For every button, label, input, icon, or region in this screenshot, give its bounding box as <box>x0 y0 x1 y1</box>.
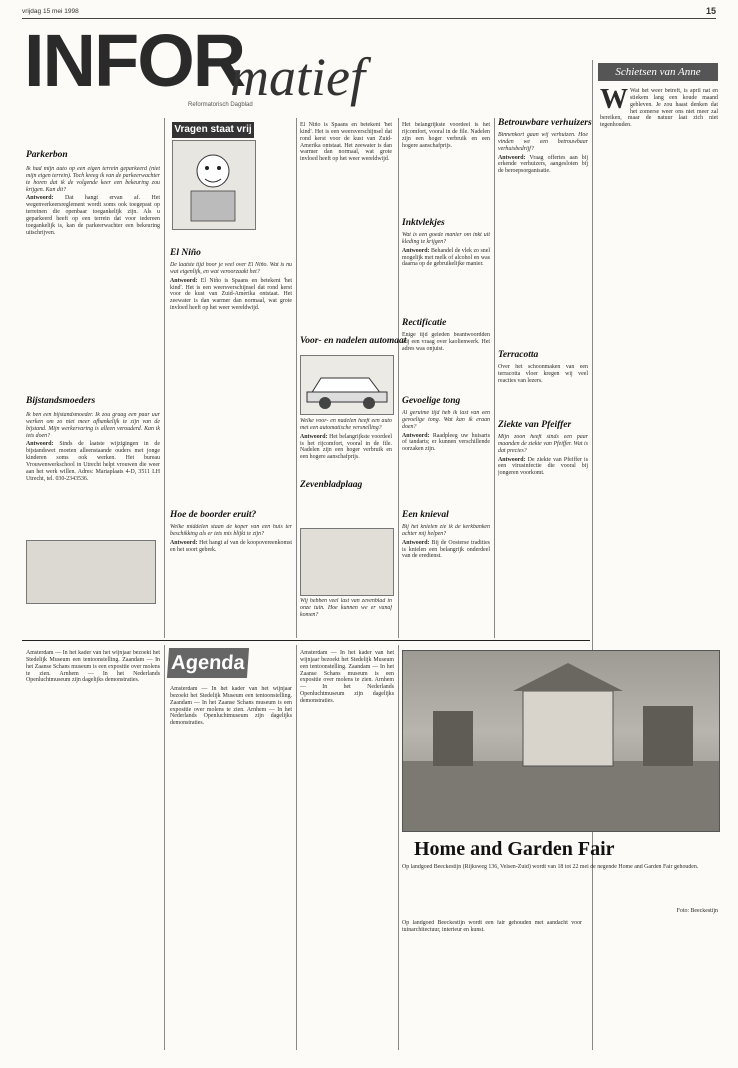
article-voor-nadelen <box>300 418 392 474</box>
article-knieval <box>402 524 490 634</box>
question-text: Welke middelen staan de koper van een huis ter beschikking als er iets mis blijkt te zijn? <box>170 524 292 537</box>
dropcap: W <box>600 88 628 115</box>
question-text: Welke voor- en nadelen heeft een auto met een automatische versnelling? <box>300 418 392 431</box>
answer-body: Dat hangt ervan af. Het wegenverkeersreglement wordt soms ook toegepast op terreinen die openbaar toegankelijk zijn. Als u geparkeerd heeft op een terrein dat voor iedereen toegankelijk is, kan de parkeerwachter een bekeuring uitschrijven. <box>26 195 160 236</box>
masthead-subtitle: matief <box>230 47 365 107</box>
heading-voor-nadelen: Voor- en nadelen automaat <box>300 336 407 346</box>
answer-label: Antwoord: <box>498 154 526 161</box>
heading-pfeiffer: Ziekte van Pfeiffer <box>498 420 572 430</box>
question-text: Bij het knielen zie ik de kerkbanken achter mij helpen? <box>402 524 490 537</box>
article-zevenblad <box>300 598 392 636</box>
answer-body: Vraag offertes aan bij erkende verhuizers, aangesloten bij de beroepsorganisatie. <box>498 154 588 175</box>
car-icon <box>301 356 393 414</box>
answer-body: Behandel de vlek zo snel mogelijk met melk of alcohol en was daarna op de gebruikelijke manier. <box>402 247 490 268</box>
answer-text <box>170 278 292 312</box>
masthead-tagline: Reformatorisch Dagblad <box>188 102 253 108</box>
column-divider <box>398 118 399 638</box>
article-parkerbon <box>26 166 160 291</box>
answer-text <box>498 457 588 478</box>
column-divider <box>398 645 399 1050</box>
question-text: Binnenkort gaan wij verhuizen. Hoe vinden we een betrouwbaar verhuisbedrijf? <box>498 132 588 152</box>
answer-label: Antwoord: <box>26 441 54 448</box>
article-schietsen <box>600 88 718 1048</box>
article-pfeiffer <box>498 434 588 634</box>
answer-body: Raadpleeg uw huisarts of tandarts; er kunnen verschillende oorzaken zijn. <box>402 432 490 453</box>
article-body: Op landgoed Beeckestijn (Rijksweg 136, Velsen-Zuid) wordt van 18 tot 22 mei de negende Home and Garden Fair gehouden. <box>402 864 699 870</box>
agenda-column-two <box>170 686 292 1048</box>
article-body: Over het schoonmaken van een terracotta vloer kregen wij veel reacties van lezers. <box>498 364 588 384</box>
car-illustration <box>300 355 394 415</box>
garden-photo <box>402 650 720 832</box>
heading-knieval: Een knieval <box>402 510 449 520</box>
section-divider <box>22 640 590 641</box>
article-right-bottom <box>402 920 582 1048</box>
issue-date: vrijdag 15 mei 1998 <box>22 8 79 15</box>
agenda-body: Amsterdam — In het kader van het wijnjaar bezoekt het Stedelijk Museum een tentoonstelling. Zaandam — In het Zaanse Schans museum is een expositie over molens te zien. Arnhem — In het Nederlands Openluchtmuseum zijn dagelijks demonstraties. <box>26 650 160 684</box>
answer-label: Antwoord: <box>170 539 198 546</box>
heading-inktvlekjes: Inktvlekjes <box>402 218 445 228</box>
answer-label: Antwoord: <box>300 433 328 440</box>
column-divider <box>296 645 297 1050</box>
answer-text <box>498 155 588 176</box>
article-rectificatie <box>402 332 490 392</box>
answer-body: Het belangrijkste voordeel is het rijcomfort, vooral in de file. Nadelen zijn een hoger verbruik en een hogere aanschafprijs. <box>300 433 392 461</box>
article-body: Enige tijd geleden beantwoordden wij een vraag over kaolienwerk. Het adres was onjuist. <box>402 332 490 352</box>
article-bijstandsmoeders <box>26 412 160 537</box>
answer-text <box>402 433 490 454</box>
question-text: Ik ben een bijstandsmoeder. Ik zou graag een paar uur werken om zo niet meer afhankelijk te zijn van de bijstand. Mijn werkervaring is alleen verouderd. Kan ik iets doen? <box>26 412 160 439</box>
column-header-schietsen: Schietsen van Anne <box>598 63 718 81</box>
article-home-garden <box>402 864 718 904</box>
article-body: El Niño is Spaans en betekent 'het kind'. Het is een weersverschijnsel dat rond kerst voor de kust van Zuid-Amerika ontstaat. Het zeewater is dan warmer dan normaal, wat grote invloed heeft op het weer wereldwijd. <box>300 122 392 163</box>
vragen-staat-vrij-title: Vragen staat vrij <box>172 122 254 138</box>
question-text: Wij hebben veel last van zevenblad in onze tuin. Hoe kunnen we er vanaf komen? <box>300 598 392 618</box>
agenda-body: Amsterdam — In het kader van het wijnjaar bezoekt het Stedelijk Museum een tentoonstelling. Zaandam — In het Zaanse Schans museum is een expositie over molens te zien. Arnhem — In het Nederlands Openluchtmuseum zijn dagelijks demonstraties. <box>170 686 292 727</box>
article-body: Het belangrijkste voordeel is het rijcomfort, vooral in de file. Nadelen zijn een hoger verbruik en een hogere aanschafprijs. <box>402 122 490 149</box>
page-header <box>22 6 716 18</box>
question-text: Ik had mijn auto op een eigen terrein geparkeerd (niet mijn eigen terrein). Toch kreeg ik van de parkeerwachter te horen dat ik de volgende keer een bekeuring zou krijgen. Kan dit? <box>26 166 160 193</box>
agenda-column-one <box>26 650 160 1048</box>
answer-label: Antwoord: <box>402 539 430 546</box>
heading-terracotta: Terracotta <box>498 350 539 360</box>
heading-zevenblad: Zevenbladplaag <box>300 480 363 490</box>
column-divider <box>494 118 495 638</box>
answer-text <box>402 540 490 561</box>
puzzle-photo <box>26 540 156 604</box>
heading-bijstandsmoeders: Bijstandsmoeders <box>26 396 96 406</box>
answer-label: Antwoord: <box>170 277 198 284</box>
answer-body: Bij de Oosterse tradities is knielen een belangrijk onderdeel van de eredienst. <box>402 539 490 560</box>
question-text: Mijn zoon heeft sinds een paar maanden de ziekte van Pfeiffer. Wat is dat precies? <box>498 434 588 454</box>
answer-text <box>26 441 160 482</box>
heading-rectificatie: Rectificatie <box>402 318 447 328</box>
column-divider <box>164 645 165 1050</box>
article-gevoelige-tong <box>402 410 490 502</box>
article-betrouwbare <box>498 132 588 342</box>
article-boorder <box>170 524 292 634</box>
agenda-body: Amsterdam — In het kader van het wijnjaar bezoekt het Stedelijk Museum een tentoonstelling. Zaandam — In het Zaanse Schans museum is een expositie over molens te zien. Arnhem — In het Nederlands Openluchtmuseum zijn dagelijks demonstraties. <box>300 650 394 704</box>
answer-label: Antwoord: <box>498 456 526 463</box>
answer-text <box>170 540 292 554</box>
page-number: 15 <box>705 6 716 16</box>
column-divider <box>164 118 165 638</box>
column-text: Wat het weer betreft, is april nat en stiekem lang een koude maand gebleven. Je zou haast denken dat het zomerse weer ons niet meer zal bereiken, maar de natuur laat zich niet tegenhouden. <box>600 88 718 129</box>
heading-boorder: Hoe de boorder eruit? <box>170 510 257 520</box>
answer-body: Sinds de laatste wijzigingen in de bijstandswet moeten alleenstaande ouders met jonge kinderen soms ook werken. Het bureau Vrouwenwerkschool in Utrecht helpt vrouwen die weer aan het werk willen. Adres: Mariaplaats 4-D, 3511 LH Utrecht, tel. 030-2343536. <box>26 441 160 482</box>
photo-credit: Foto: Beeckestijn <box>676 908 718 914</box>
vragen-staat-vrij-box <box>172 122 252 240</box>
article-body: Op landgoed Beeckestijn wordt een fair gehouden met aandacht voor tuinarchitectuur, interieur en kunst. <box>402 920 582 933</box>
question-text: Al geruime tijd heb ik last van een gevoelige tong. Wat kan ik eraan doen? <box>402 410 490 430</box>
question-text: Wat is een goede manier om inkt uit kleding te krijgen? <box>402 232 490 245</box>
answer-label: Antwoord: <box>402 247 430 254</box>
answer-text <box>402 248 490 269</box>
answer-text <box>300 434 392 461</box>
answer-body: De ziekte van Pfeiffer is een virusinfectie die vooral bij jongeren voorkomt. <box>498 456 588 477</box>
article-el-nino <box>170 262 292 412</box>
masthead <box>22 19 522 116</box>
agenda-heading: Agenda <box>167 648 249 678</box>
heading-betrouwbare: Betrouwbare verhuizers <box>498 118 592 128</box>
column-divider <box>296 118 297 638</box>
heading-parkerbon: Parkerbon <box>26 150 68 160</box>
question-text: De laatste tijd hoor je veel over El Niño. Wat is nu wat eigenlijk, en wat veroorzaakt het? <box>170 262 292 275</box>
article-column-four-top <box>402 122 490 212</box>
agenda-column-three <box>300 650 394 1048</box>
answer-label: Antwoord: <box>26 195 54 202</box>
article-continued <box>300 122 392 327</box>
home-garden-title: Home and Garden Fair <box>414 838 615 860</box>
masthead-title: INFOR <box>24 19 245 102</box>
heading-gevoelige-tong: Gevoelige tong <box>402 396 461 406</box>
cartoon-image <box>172 140 256 230</box>
answer-label: Antwoord: <box>402 432 430 439</box>
article-inktvlekjes <box>402 232 490 312</box>
answer-body: Het hangt af van de koopovereenkomst en het soort gebrek. <box>170 539 292 553</box>
heading-el-nino: El Niño <box>170 248 201 258</box>
answer-text <box>26 195 160 236</box>
article-terracotta <box>498 364 588 414</box>
cartoon-illustration <box>173 141 255 229</box>
column-body <box>600 88 718 129</box>
answer-body: El Niño is Spaans en betekent 'het kind'. Het is een weersverschijnsel dat rond kerst voor de kust van Zuid-Amerika ontstaat. Het zeewater is dan warmer dan normaal, wat grote invloed heeft op het weer wereldwijd. <box>170 277 292 312</box>
garden-photo-scene <box>403 651 719 831</box>
garden-illustration <box>300 528 394 596</box>
